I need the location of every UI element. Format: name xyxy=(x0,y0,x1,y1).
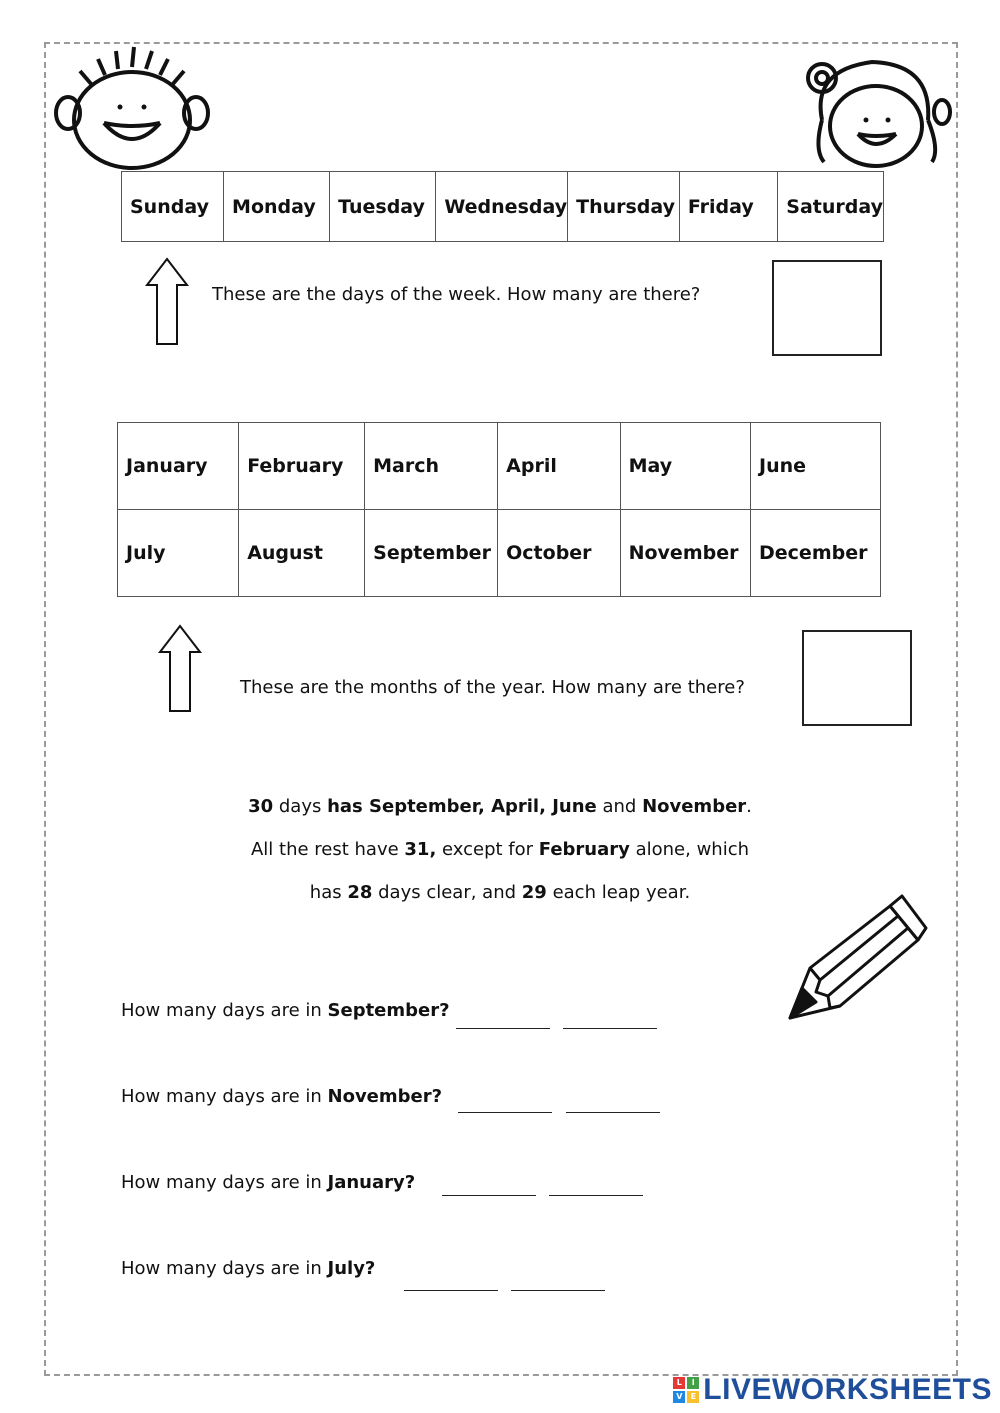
answer-blank[interactable] xyxy=(458,1111,552,1113)
question-november xyxy=(121,1086,442,1107)
answer-blank[interactable] xyxy=(566,1111,660,1113)
logo-letter: L xyxy=(673,1377,685,1389)
rhyme-line-2 xyxy=(150,828,850,871)
rhyme-text: has xyxy=(309,882,348,903)
answer-blank[interactable] xyxy=(456,1027,550,1029)
question-july xyxy=(121,1258,375,1279)
answer-blank[interactable] xyxy=(549,1194,643,1196)
up-arrow-icon xyxy=(145,257,190,347)
days-count-answer-box[interactable] xyxy=(772,260,882,356)
liveworksheets-brand xyxy=(673,1373,992,1407)
rhyme-text: February xyxy=(538,839,630,860)
day-cell: Wednesday xyxy=(436,172,568,242)
rhyme-text: each leap year. xyxy=(546,882,691,903)
rhyme-text: November xyxy=(642,796,747,817)
rhyme-text: days xyxy=(273,796,328,817)
day-cell: Tuesday xyxy=(330,172,436,242)
month-cell: April xyxy=(498,423,620,510)
rhyme-text: has September, April, June xyxy=(327,796,597,817)
day-cell: Sunday xyxy=(122,172,224,242)
rhyme-text: except for xyxy=(436,839,539,860)
month-cell: November xyxy=(620,510,750,597)
days-of-week-table xyxy=(121,171,884,242)
rhyme-text: 31, xyxy=(404,839,437,860)
question-text: How many days are in xyxy=(121,1258,328,1279)
logo-letter: V xyxy=(673,1391,685,1403)
rhyme-text: alone, which xyxy=(629,839,750,860)
question-month: November? xyxy=(327,1086,443,1107)
question-september xyxy=(121,1000,450,1021)
months-question: These are the months of the year. How many are there? xyxy=(240,677,745,698)
months-count-answer-box[interactable] xyxy=(802,630,912,726)
question-month: September? xyxy=(327,1000,450,1021)
rhyme-text: All the rest have xyxy=(250,839,405,860)
question-month: July? xyxy=(327,1258,376,1279)
question-text: How many days are in xyxy=(121,1086,328,1107)
month-cell: February xyxy=(239,423,365,510)
month-cell: June xyxy=(751,423,881,510)
rhyme-text: 29 xyxy=(521,882,547,903)
question-month: January? xyxy=(327,1172,416,1193)
rhyme-text: . xyxy=(746,796,752,817)
month-cell: January xyxy=(118,423,239,510)
day-cell: Monday xyxy=(224,172,330,242)
logo-letter: I xyxy=(687,1377,699,1389)
month-cell: July xyxy=(118,510,239,597)
brand-name: LIVEWORKSHEETS xyxy=(703,1373,992,1406)
rhyme-text: 28 xyxy=(347,882,373,903)
day-cell: Saturday xyxy=(778,172,884,242)
month-cell: September xyxy=(365,510,498,597)
answer-blank[interactable] xyxy=(563,1027,657,1029)
girl-face-icon xyxy=(792,50,952,170)
logo-letter: E xyxy=(687,1391,699,1403)
pencil-icon xyxy=(780,888,930,1033)
answer-blank[interactable] xyxy=(511,1289,605,1291)
days-question: These are the days of the week. How many are there? xyxy=(212,284,701,305)
answer-blank[interactable] xyxy=(442,1194,536,1196)
liveworksheets-logo-icon xyxy=(673,1377,699,1403)
question-text: How many days are in xyxy=(121,1172,328,1193)
month-cell: December xyxy=(751,510,881,597)
answer-blank[interactable] xyxy=(404,1289,498,1291)
month-days-rhyme xyxy=(150,785,850,914)
up-arrow-icon xyxy=(158,624,203,714)
question-january xyxy=(121,1172,415,1193)
month-cell: August xyxy=(239,510,365,597)
month-cell: October xyxy=(498,510,620,597)
months-of-year-table xyxy=(117,422,881,597)
rhyme-text: days clear, and xyxy=(372,882,522,903)
month-cell: May xyxy=(620,423,750,510)
rhyme-line-3 xyxy=(150,871,850,914)
rhyme-text: 30 xyxy=(248,796,274,817)
rhyme-line-1 xyxy=(150,785,850,828)
boy-face-icon xyxy=(50,45,210,175)
day-cell: Thursday xyxy=(568,172,680,242)
day-cell: Friday xyxy=(679,172,777,242)
month-cell: March xyxy=(365,423,498,510)
rhyme-text: and xyxy=(596,796,643,817)
question-text: How many days are in xyxy=(121,1000,328,1021)
